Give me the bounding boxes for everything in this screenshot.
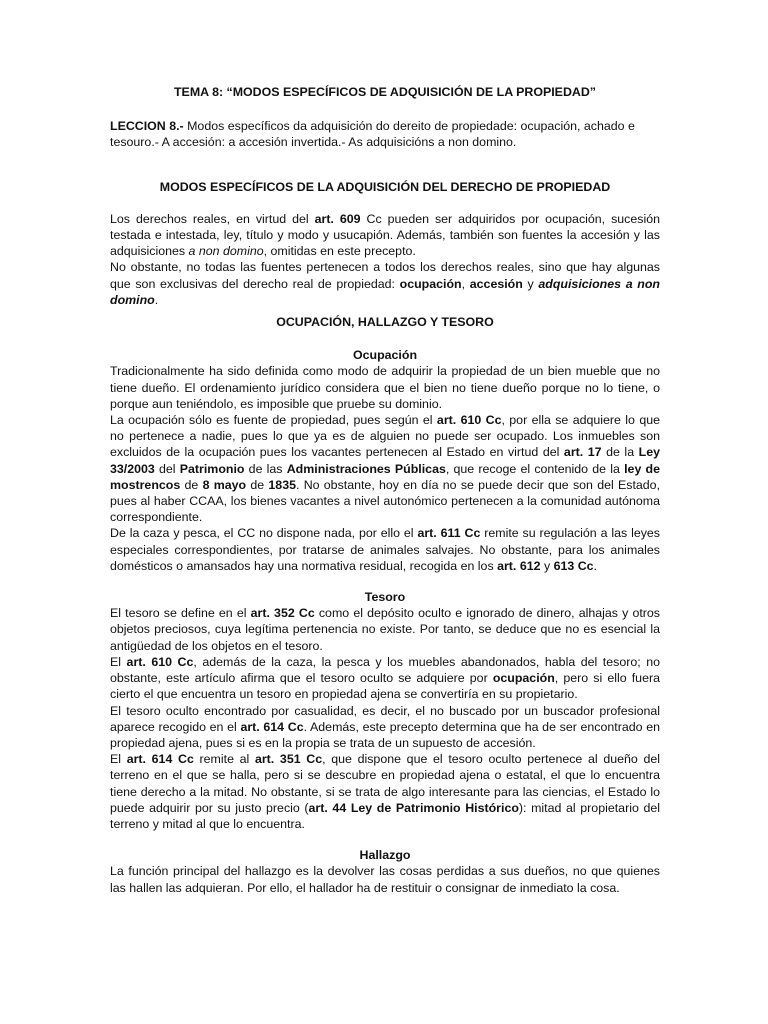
paragraph-tesoro-art610: El art. 610 Cc, además de la caza, la pesca y los muebles abandonados, habla del tesoro; no obstante, este artículo afirma que el tesoro oculto se adquiere por ocupación, pero si ello fuera cierto el que encuentra un tesoro en propiedad ajena se convertiría en su propietario.: [110, 654, 660, 702]
paragraph-hallazgo: La función principal del hallazgo es la devolver las cosas perdidas a sus dueños, no que quienes las hallen las adquieran. Por ello, el hallador ha de restituir o consignar de inmediato la cosa.: [110, 864, 660, 895]
paragraph-caza-pesca: De la caza y pesca, el CC no dispone nada, por ello el art. 611 Cc remite su regulación a las leyes especiales correspondientes, por tratarse de animales salvajes. No obstante, para los animales domésticos o amansados hay una normativa residual, recogida en los art. 612 y 613 Cc.: [110, 526, 661, 573]
document-title: TEMA 8: “MODOS ESPECÍFICOS DE ADQUISICIÓN DE LA PROPIEDAD”: [173, 85, 596, 99]
paragraph-tesoro-definicion: El tesoro se define en el art. 352 Cc como el depósito oculto e ignorado de dinero, alhajas y otros objetos preciosos, cuya legítima pertenencia no existe. Por tanto, se deduce que no es esencial la antigüedad de los objetos en el tesoro.: [110, 606, 660, 653]
subsection-title: OCUPACIÓN, HALLAZGO Y TESORO: [276, 315, 494, 330]
lesson-intro: LECCION 8.- Modos específicos da adquisición do dereito de propiedade: ocupación, achado e tesouro.- A accesión: a accesión invertida.- As adquisicións a non domino.: [110, 119, 635, 150]
paragraph-ocupacion-definicion: Tradicionalmente ha sido definida como modo de adquirir la propiedad de un bien mueble que no tiene dueño. El ordenamiento jurídico considera que el bien no tiene dueño porque no lo tiene, o porque aun teniéndolo, es imposible que pruebe su dominio.: [110, 364, 660, 411]
lesson-label: LECCION 8.-: [110, 119, 184, 134]
paragraph-exclusivas: No obstante, no todas las fuentes pertenecen a todos los derechos reales, sino que hay algunas que son exclusivas del derecho real de propiedad: ocupación, accesión y adquisiciones a non domino.: [110, 260, 660, 307]
heading-ocupacion: Ocupación: [352, 348, 418, 363]
section-title: MODOS ESPECÍFICOS DE LA ADQUISICIÓN DEL DERECHO DE PROPIEDAD: [159, 179, 611, 194]
paragraph-fuentes: Los derechos reales, en virtud del art. 609 Cc pueden ser adquiridos por ocupación, sucesión testada e intestada, ley, título y modo y usucapión. Además, también son fuentes la accesión y las adquisiciones a non domino, omitidas en este precepto.: [110, 211, 660, 259]
heading-tesoro: Tesoro: [364, 590, 406, 605]
document-page: [110, 84, 660, 896]
paragraph-ocupacion-fuente: La ocupación sólo es fuente de propiedad, pues según el art. 610 Cc, por ella se adquiere lo que no pertenece a nadie, pues lo que ya es de alguien no puede ser ocupado. Los inmuebles son excluidos de la ocupación pues los vacantes pertenecen al Estado en virtud del art. 17 de la Ley 33/2003 del Patrimonio de las Administraciones Públicas, que recoge el contenido de la ley de mostrencos de 8 mayo de 1835. No obstante, hoy en día no se puede decir que son del Estado, pues al haber CCAA, los bienes vacantes a nivel autonómico pertenecen a la comunidad autónoma correspondiente.: [110, 413, 661, 525]
paragraph-tesoro-casualidad: El tesoro oculto encontrado por casualidad, es decir, el no buscado por un buscador profesional aparece recogido en el art. 614 Cc. Además, este precepto determina que ha de ser encontrado en propiedad ajena, pues si es en la propia se trata de un supuesto de accesión.: [110, 703, 660, 750]
heading-hallazgo: Hallazgo: [359, 848, 411, 863]
paragraph-tesoro-art614: El art. 614 Cc remite al art. 351 Cc, que dispone que el tesoro oculto pertenece al dueño del terreno en el que se halla, pero si se descubre en propiedad ajena o estatal, el que lo encuentra tiene derecho a la mitad. No obstante, si se trata de algo interesante para las ciencias, el Estado lo puede adquirir por su justo precio (art. 44 Ley de Patrimonio Histórico): mitad al propietario del terreno y mitad al que lo encuentra.: [110, 752, 660, 831]
